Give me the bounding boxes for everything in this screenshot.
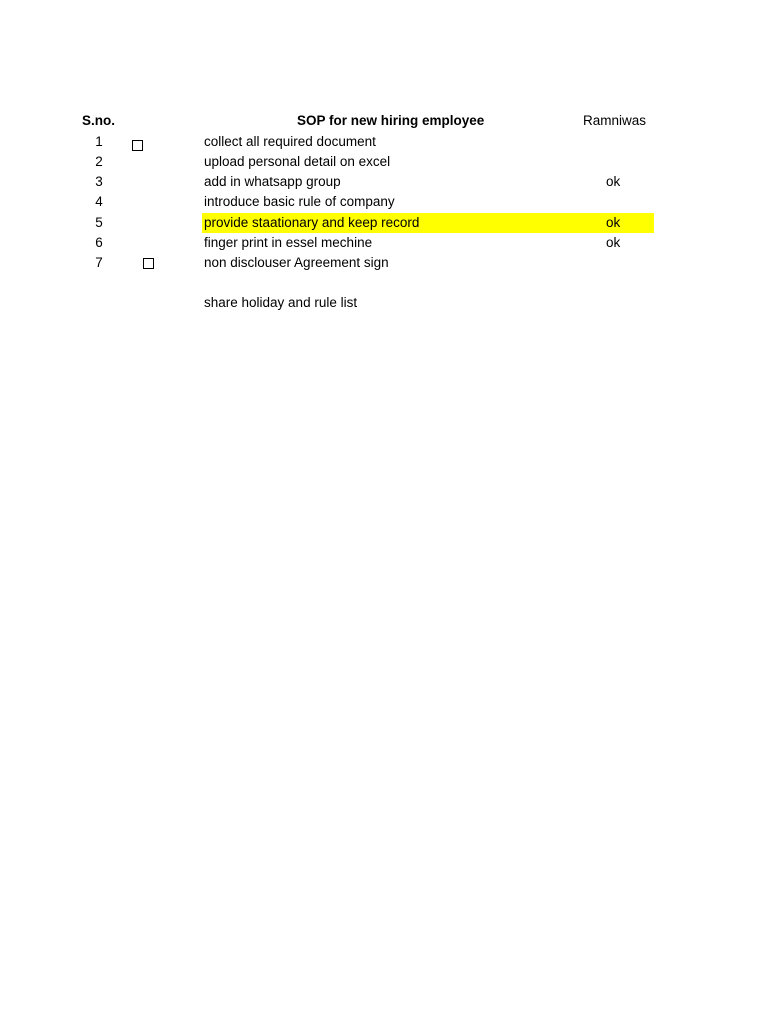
task-text: collect all required document <box>204 134 376 149</box>
row-number: 4 <box>95 194 103 209</box>
checkbox-icon[interactable] <box>143 258 154 269</box>
status-text: ok <box>606 235 621 250</box>
task-text: add in whatsapp group <box>204 174 341 189</box>
row-number: 3 <box>95 174 103 189</box>
sheet-title: SOP for new hiring employee <box>297 113 485 128</box>
task-text: provide staationary and keep record <box>204 215 420 230</box>
task-text: introduce basic rule of company <box>204 194 395 209</box>
task-text: non disclouser Agreement sign <box>204 255 389 270</box>
checkbox-icon[interactable] <box>132 140 143 151</box>
assignee-header: Ramniwas <box>583 113 647 128</box>
status-text: ok <box>606 174 621 189</box>
row-number: 2 <box>95 154 103 169</box>
sno-header: S.no. <box>82 113 115 128</box>
row-number: 1 <box>95 134 103 149</box>
status-text: ok <box>606 215 621 230</box>
row-number: 6 <box>95 235 103 250</box>
row-number: 7 <box>95 255 103 270</box>
task-text: upload personal detail on excel <box>204 154 391 169</box>
row-number: 5 <box>95 215 103 230</box>
task-text-extra: share holiday and rule list <box>204 295 358 310</box>
task-text: finger print in essel mechine <box>204 235 373 250</box>
